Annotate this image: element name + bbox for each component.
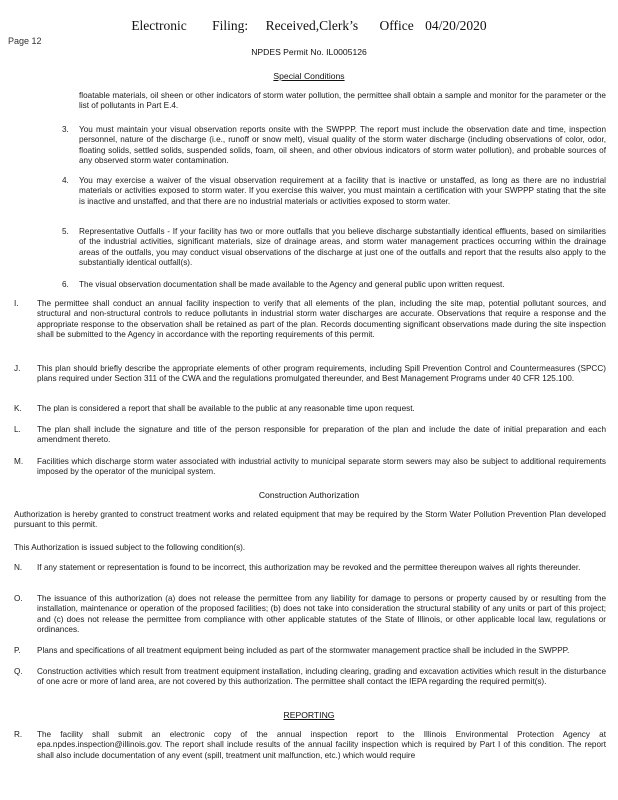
item-visual-reports: You must maintain your visual observation reports onsite with the SWPPP. The report must include the observation date and time, inspection personnel, nature of the discharge (i.e., runoff or snow melt), visual quality of the storm water discharge (including observations of color, odor, floating solids, settled solids, suspended solids, foam, oil sheen, and other obvious indicators of storm water pollution), and probable sources of any observed storm water contamination. <box>79 125 606 166</box>
item-marker: O. <box>14 594 23 603</box>
stamp-filing: Filing: <box>212 18 249 33</box>
item-marker: J. <box>14 364 21 373</box>
stamp-electronic: Electronic <box>131 18 187 33</box>
item-marker: Q. <box>14 667 23 676</box>
construction-authorization-title: Construction Authorization <box>258 490 360 500</box>
item-marker: L. <box>14 425 21 434</box>
reporting-title: REPORTING <box>283 710 335 720</box>
item-annual-report-submission: The facility shall submit an electronic copy of the annual inspection report to the Illinois Environmental Protection Agency at epa.npdes.inspection@illinois.gov. The report shall include results of the annual facility inspection which is required by Part I of this condition. The report shall also include documentation of any event (spill, treatment unit malfunction, etc.) which would require <box>37 730 606 760</box>
item-municipal-sewers: Facilities which discharge storm water associated with industrial activity to municipal separate storm sewers may also be subject to additional requirements imposed by the operator of the municipal system. <box>37 457 606 477</box>
item-marker: K. <box>14 404 22 413</box>
item-public-report: The plan is considered a report that shall be available to the public at any reasonable time upon request. <box>37 404 415 413</box>
item-liability: The issuance of this authorization (a) does not release the permittee from any liability for damage to persons or property caused by or resulting from the installation, maintenance or operation of the proposed facilities; (b) does not take into consideration the structural stability of any units or part of this project; and (c) does not release the permittee from compliance with other applicable statutes of the State of Illinois, or other applicable local law, regulations or ordinances. <box>37 594 606 635</box>
page-number: Page 12 <box>8 36 42 46</box>
intro-continuation: floatable materials, oil sheen or other indicators of storm water pollution, the permittee shall obtain a sample and monitor for the parameter or the list of pollutants in Part E.4. <box>79 91 606 111</box>
special-conditions-title: Special Conditions <box>273 71 345 81</box>
permit-number: NPDES Permit No. IL0005126 <box>251 47 367 57</box>
item-plans-specifications: Plans and specifications of all treatment equipment being included as part of the stormwater management practice shall be included in the SWPPP. <box>37 646 570 655</box>
item-marker: N. <box>14 563 23 572</box>
item-annual-inspection: The permittee shall conduct an annual facility inspection to verify that all elements of the plan, including the site map, potential pollutant sources, and structural and non-structural controls to reduce pollutants in industrial storm water discharges are accurate. Observations that require a response and the appropriate response to the observation shall be retained as part of the plan. Records documenting significant observations made during the site inspection shall be submitted to the Agency in accordance with the reporting requirements of this permit. <box>37 299 606 340</box>
stamp-received: Received,Clerk’s <box>265 18 359 33</box>
stamp-office: Office <box>379 18 414 33</box>
item-marker: 6. <box>62 280 69 289</box>
item-marker: 3. <box>62 125 69 134</box>
item-representative-outfalls: Representative Outfalls - If your facility has two or more outfalls that you believe discharge substantially identical effluents, based on similarities of the industrial activities, significant materials, size of drainage areas, and storm water management practices occurring within the drainage areas of the outfalls, you may conduct visual observations of the discharge at just one of the outfalls and report that the results also apply to the substantially identical outfall(s). <box>79 227 606 268</box>
item-marker: P. <box>14 646 21 655</box>
electronic-filing-stamp <box>0 18 618 34</box>
stamp-date: 04/20/2020 <box>425 18 487 33</box>
item-marker: 4. <box>62 176 69 185</box>
item-documentation: The visual observation documentation shall be made available to the Agency and general public upon written request. <box>79 280 505 289</box>
item-marker: R. <box>14 730 23 739</box>
item-marker: 5. <box>62 227 69 236</box>
item-waiver: You may exercise a waiver of the visual observation requirement at a facility that is inactive or unstaffed, as long as there are no industrial materials or activities exposed to storm water. If you exercise this waiver, you must maintain a certification with your SWPPP stating that the site is inactive and unstaffed, and that there are no industrial materials or activities exposed to storm water. <box>79 176 606 206</box>
item-construction-activities: Construction activities which result from treatment equipment installation, including clearing, grading and excavation activities which result in the disturbance of one acre or more of land area, are not covered by this authorization. The permittee shall contact the IEPA regarding the required permit(s). <box>37 667 606 687</box>
item-marker: I. <box>14 299 19 308</box>
item-other-programs: This plan should briefly describe the appropriate elements of other program requirements, including Spill Prevention Control and Countermeasures (SPCC) plans required under Section 311 of the CWA and the regulations promulgated thereunder, and Best Management Programs under 40 CFR 125.100. <box>37 364 606 384</box>
item-marker: M. <box>14 457 24 466</box>
item-signature: The plan shall include the signature and title of the person responsible for preparation of the plan and include the date of initial preparation and each amendment thereto. <box>37 425 606 445</box>
authorization-conditions-intro: This Authorization is issued subject to the following condition(s). <box>14 543 246 552</box>
authorization-paragraph: Authorization is hereby granted to construct treatment works and related equipment that may be required by the Storm Water Pollution Prevention Plan developed pursuant to this permit. <box>14 510 606 530</box>
item-incorrect-statement: If any statement or representation is found to be incorrect, this authorization may be revoked and the permittee thereupon waives all rights thereunder. <box>37 563 581 572</box>
